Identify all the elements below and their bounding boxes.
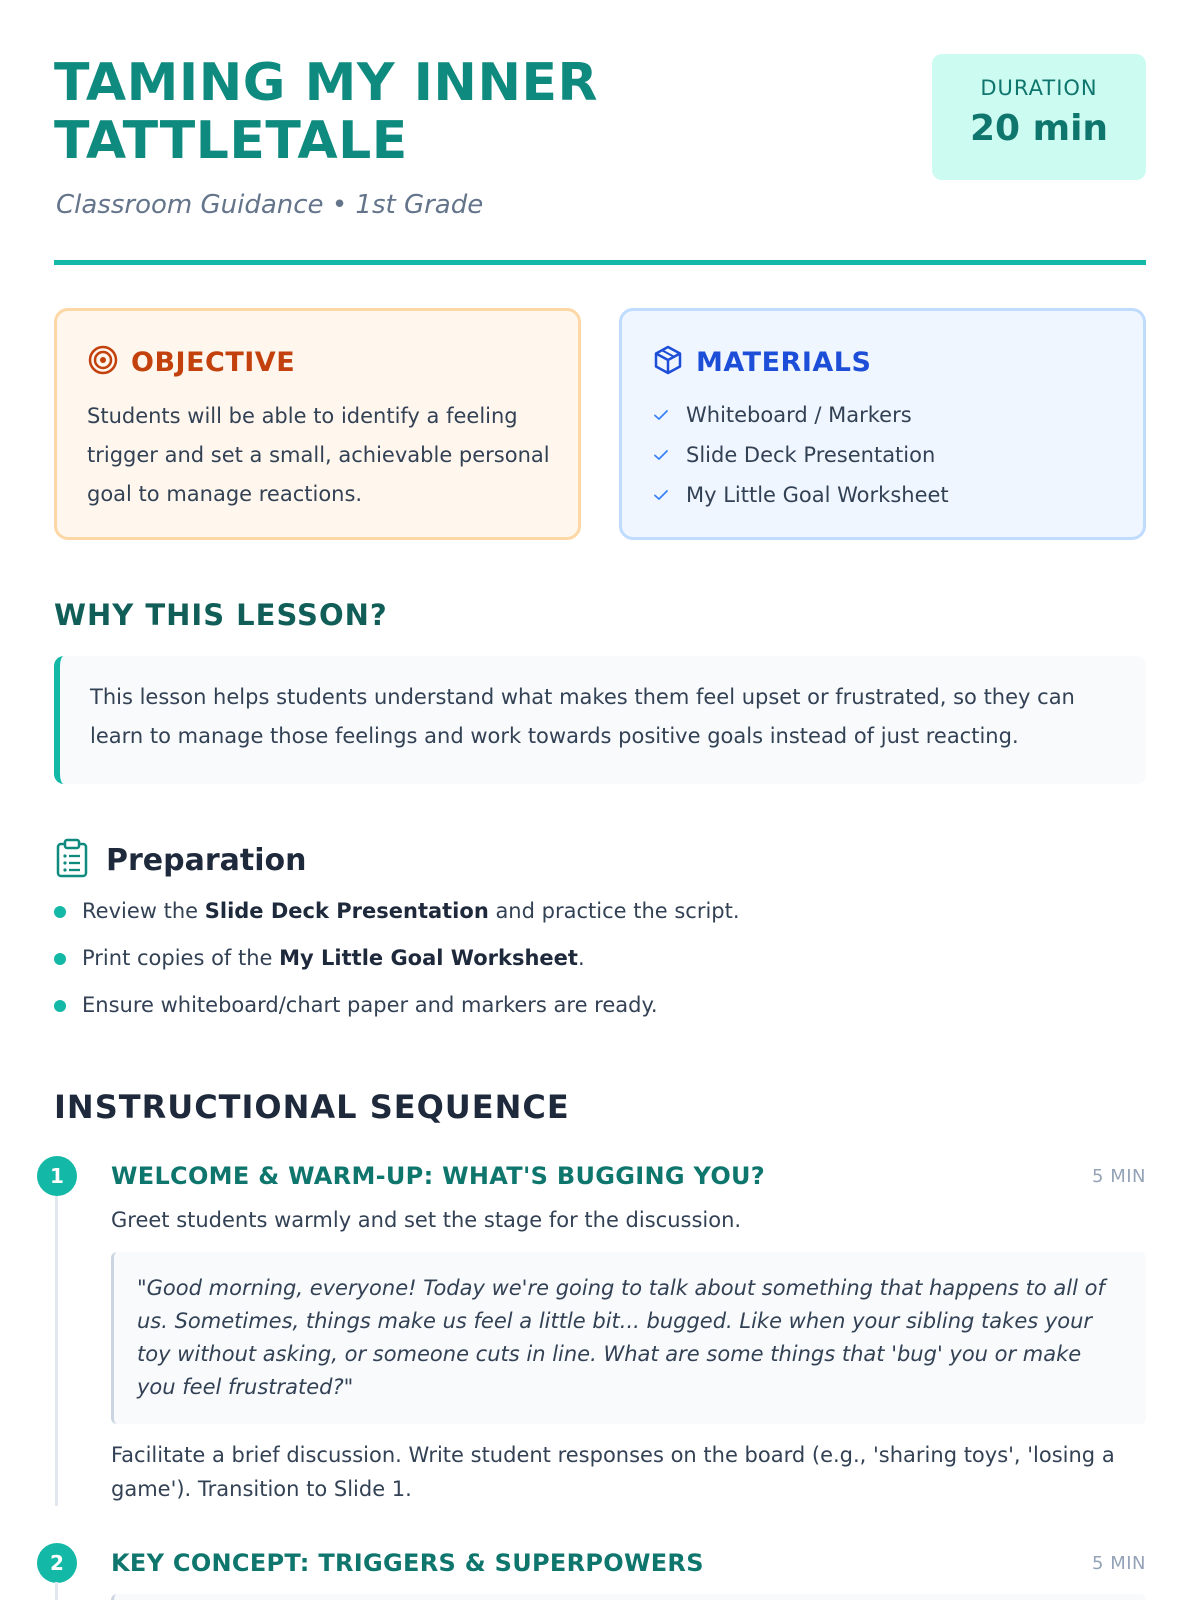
script-quote-text: "Good morning, everyone! Today we're going to talk about something that happens to all of us. Sometimes, things make us feel a little bit... bugged. Like when your sibling takes your toy without asking, or someone cuts in line. What are some things that 'bug' you or make you feel frustrated?" bbox=[137, 1276, 1105, 1399]
materials-card bbox=[619, 308, 1146, 540]
sequence-heading: INSTRUCTIONAL SEQUENCE bbox=[54, 1088, 570, 1126]
list-item bbox=[652, 395, 1115, 435]
check-icon bbox=[652, 486, 670, 504]
preparation-list bbox=[54, 898, 740, 1039]
page-subtitle: Classroom Guidance • 1st Grade bbox=[56, 190, 484, 220]
material-item: My Little Goal Worksheet bbox=[686, 483, 949, 507]
why-heading: WHY THIS LESSON? bbox=[54, 598, 388, 632]
cube-icon bbox=[652, 344, 684, 380]
clipboard-icon bbox=[54, 838, 90, 882]
step-number-badge: 1 bbox=[37, 1156, 77, 1196]
list-item bbox=[54, 898, 740, 945]
step-duration: 5 MIN bbox=[1092, 1166, 1146, 1187]
prep-text: . bbox=[577, 946, 585, 970]
preparation-header bbox=[54, 838, 306, 882]
list-item bbox=[652, 475, 1115, 515]
objective-title: OBJECTIVE bbox=[131, 346, 296, 378]
script-quote bbox=[111, 1252, 1146, 1424]
prep-text: Ensure whiteboard/chart paper and markers are ready. bbox=[82, 993, 658, 1017]
check-icon bbox=[652, 406, 670, 424]
step-title: KEY CONCEPT: TRIGGERS & SUPERPOWERS bbox=[111, 1549, 704, 1577]
overview-cards bbox=[54, 308, 1146, 540]
prep-text: Review the bbox=[82, 899, 205, 923]
list-item bbox=[652, 435, 1115, 475]
step-number-badge: 2 bbox=[37, 1543, 77, 1583]
preparation-title: Preparation bbox=[106, 842, 307, 878]
prep-text: and practice the script. bbox=[488, 899, 740, 923]
step-intro: Greet students warmly and set the stage for the discussion. bbox=[111, 1208, 742, 1232]
objective-card bbox=[54, 308, 581, 540]
materials-header bbox=[652, 343, 1115, 381]
check-icon bbox=[652, 446, 670, 464]
why-callout bbox=[54, 656, 1146, 784]
script-quote bbox=[111, 1594, 1146, 1600]
duration-badge bbox=[932, 54, 1146, 180]
objective-header bbox=[87, 343, 550, 381]
timeline-line bbox=[55, 1582, 58, 1600]
target-icon bbox=[87, 344, 119, 380]
objective-text: Students will be able to identify a feeling trigger and set a small, achievable personal goal to manage reactions. bbox=[87, 404, 550, 506]
prep-bold: My Little Goal Worksheet bbox=[279, 946, 578, 970]
material-item: Whiteboard / Markers bbox=[686, 403, 912, 427]
duration-value: 20 min bbox=[969, 108, 1109, 149]
step-instructions: Facilitate a brief discussion. Write student responses on the board (e.g., 'sharing toys', 'losing a game'). Transition to Slide 1. bbox=[111, 1443, 1115, 1501]
timeline-line bbox=[55, 1196, 58, 1506]
prep-bold: Slide Deck Presentation bbox=[204, 899, 489, 923]
list-item bbox=[54, 945, 740, 992]
materials-list bbox=[652, 395, 1115, 515]
step-duration: 5 MIN bbox=[1092, 1553, 1146, 1574]
page-title: TAMING MY INNER TATTLETALE bbox=[54, 53, 599, 171]
duration-label: DURATION bbox=[980, 76, 1098, 100]
materials-title: MATERIALS bbox=[696, 346, 872, 378]
step-title: WELCOME & WARM-UP: WHAT'S BUGGING YOU? bbox=[111, 1162, 766, 1190]
material-item: Slide Deck Presentation bbox=[686, 443, 936, 467]
why-text: This lesson helps students understand what makes them feel upset or frustrated, so they can learn to manage those feelings and work towards positive goals instead of just reacting. bbox=[90, 685, 1075, 748]
lesson-header bbox=[54, 50, 1146, 265]
list-item bbox=[54, 992, 740, 1039]
prep-text: Print copies of the bbox=[82, 946, 280, 970]
